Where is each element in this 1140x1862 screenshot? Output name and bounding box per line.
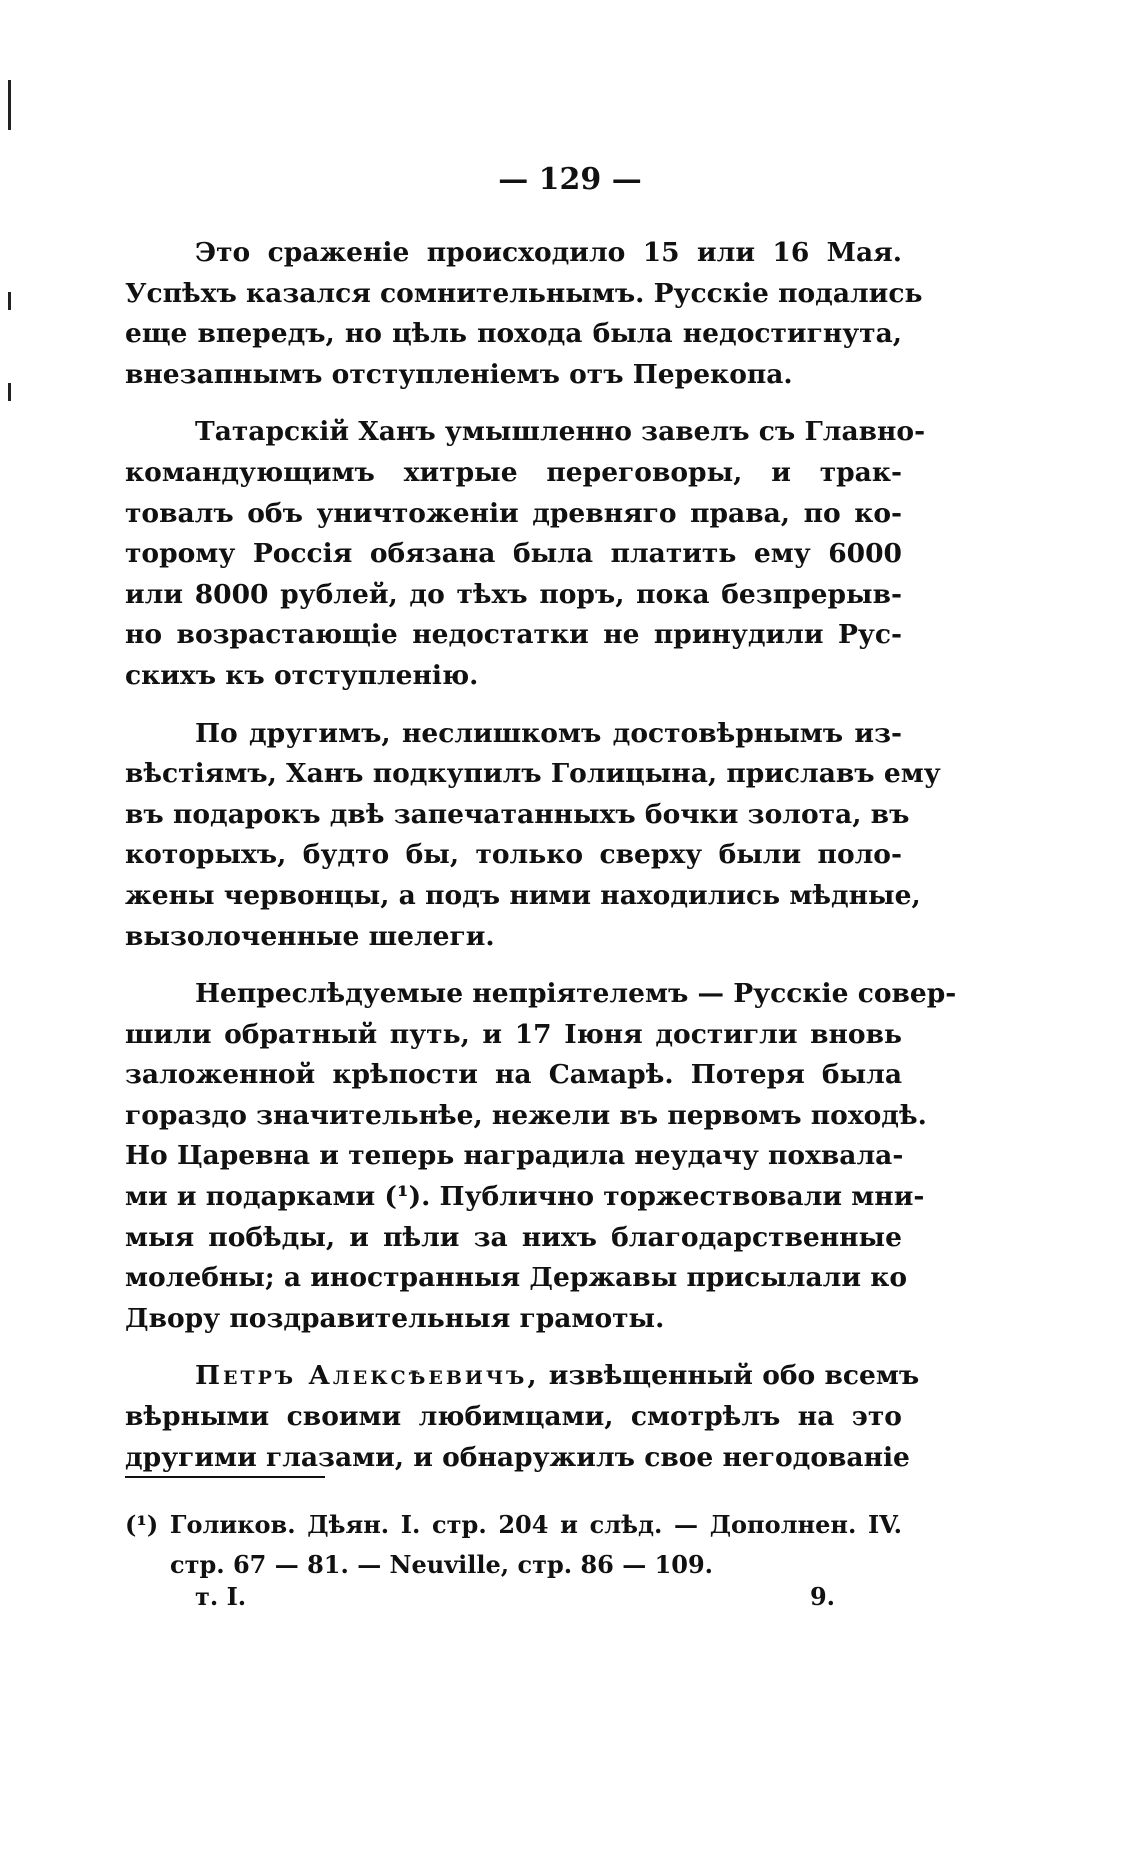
- text-line: скихъ къ отступленію.: [125, 659, 479, 691]
- paragraph: [125, 714, 941, 958]
- text-line: вѣстіямъ, Ханъ подкупилъ Голицына, приславъ ему: [125, 758, 941, 790]
- text-line: мыя побѣды, и пѣли за нихъ благодарственные: [125, 1221, 902, 1253]
- text-line: Двору поздравительныя грамоты.: [125, 1302, 665, 1334]
- person-name: Петръ Алексѣевичъ,: [195, 1360, 540, 1392]
- text-line: командующимъ хитрые переговоры, и трак-: [125, 456, 902, 488]
- text-line: молебны; а иностранныя Державы присылали ко: [125, 1262, 908, 1294]
- body-text: [125, 233, 957, 1495]
- margin-mark: [8, 80, 11, 130]
- text-line: внезапнымъ отступленіемъ отъ Перекопа.: [125, 358, 793, 390]
- text-line: [125, 1356, 920, 1397]
- text-line: По другимъ, неслишкомъ достовѣрнымъ из-: [195, 717, 902, 749]
- text-line: Это сраженіе происходило 15 или 16 Мая.: [195, 237, 902, 268]
- footnote-line: стр. 67 — 81. — Neuville, стр. 86 — 109.: [170, 1550, 714, 1579]
- page-number: — 129 —: [498, 162, 642, 197]
- text-line: Но Царевна и теперь наградила неудачу похвала-: [125, 1140, 904, 1172]
- text-line: жены червонцы, а подъ ними находились мѣдные,: [125, 879, 921, 911]
- text-line: Татарскій Ханъ умышленно завелъ съ Главно-: [195, 416, 926, 448]
- paragraph: [125, 1356, 920, 1478]
- footnotes: [125, 1505, 902, 1585]
- sheet-number: 9.: [809, 1582, 835, 1611]
- text-line: или 8000 рублей, до тѣхъ поръ, пока безпрерыв-: [125, 578, 902, 610]
- text-line: Успѣхъ казался сомнительнымъ. Русскіе подались: [125, 277, 923, 309]
- text-line: но возрастающіе недостатки не принудили Рус-: [125, 619, 902, 651]
- text-line: торому Россія обязана была платить ему 6000: [125, 538, 902, 570]
- signature-line: [195, 1582, 835, 1611]
- text-line: заложенной крѣпости на Самарѣ. Потеря была: [125, 1059, 902, 1091]
- text-line: ми и подарками (¹). Публично торжествовали мни-: [125, 1181, 925, 1213]
- text-fragment: извѣщенный обо всемъ: [539, 1360, 920, 1392]
- text-line: шили обратный путь, и 17 Іюня достигли вновь: [125, 1018, 902, 1050]
- paragraph: [125, 233, 923, 395]
- text-line: товалъ объ уничтоженіи древняго права, по ко-: [125, 497, 902, 529]
- footnote-rule: [125, 1476, 325, 1478]
- margin-mark: [8, 292, 11, 310]
- text-line: которыхъ, будто бы, только сверху были поло-: [125, 839, 902, 871]
- text-line: другими глазами, и обнаружилъ свое негодованіе: [125, 1441, 910, 1473]
- footnote-line: (¹) Голиков. Дѣян. I. стр. 204 и слѣд. — Дополнен. IV.: [125, 1510, 902, 1539]
- paragraph: [125, 974, 957, 1339]
- paragraph: [125, 412, 926, 696]
- text-line: Непреслѣдуемые непріятелемъ — Русскіе совер-: [195, 978, 957, 1010]
- volume-mark: т. I.: [195, 1582, 247, 1611]
- text-line: въ подарокъ двѣ запечатанныхъ бочки золота, въ: [125, 798, 910, 830]
- text-line: еще впередъ, но цѣль похода была недостигнута,: [125, 318, 902, 350]
- text-line: вѣрными своими любимцами, смотрѣлъ на это: [125, 1401, 902, 1433]
- margin-mark: [8, 383, 11, 401]
- text-line: гораздо значительнѣе, нежели въ первомъ походѣ.: [125, 1099, 927, 1131]
- text-line: вызолоченные шелеги.: [125, 920, 495, 952]
